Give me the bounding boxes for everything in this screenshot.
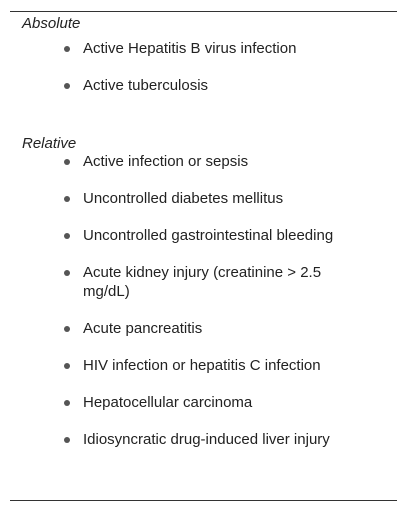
contraindications-table [10, 11, 397, 501]
list-item [22, 356, 345, 375]
bullet-icon [64, 159, 70, 165]
bullet-icon [64, 270, 70, 276]
list-item-text: Active Hepatitis B virus infection [83, 40, 297, 57]
absolute-section [22, 16, 397, 95]
bullet-icon [64, 400, 70, 406]
list-item [22, 430, 345, 449]
bullet-icon [64, 326, 70, 332]
list-item [22, 226, 345, 245]
section-heading-relative: Relative [22, 135, 77, 152]
bullet-icon [64, 233, 70, 239]
list-item-text: Active tuberculosis [83, 77, 209, 94]
list-item [22, 39, 345, 58]
list-item-text: Hepatocellular carcinoma [83, 394, 253, 411]
list-item-text: Active infection or sepsis [83, 153, 249, 170]
list-item-text: Acute kidney injury (creatinine > 2.5 mg/dL) [83, 264, 322, 300]
absolute-list [22, 39, 397, 95]
list-item-text: Uncontrolled diabetes mellitus [83, 190, 284, 207]
list-item [22, 152, 345, 171]
list-item-text: Acute pancreatitis [83, 320, 203, 337]
section-heading-absolute: Absolute [22, 15, 81, 32]
bullet-icon [64, 363, 70, 369]
relative-list [22, 152, 397, 449]
list-item-text: Uncontrolled gastrointestinal bleeding [83, 227, 334, 244]
relative-section [22, 136, 397, 449]
list-item [22, 263, 345, 301]
bullet-icon [64, 437, 70, 443]
list-item [22, 189, 345, 208]
list-item [22, 76, 345, 95]
list-item [22, 393, 345, 412]
bullet-icon [64, 83, 70, 89]
list-item-text: Idiosyncratic drug-induced liver injury [83, 431, 330, 448]
list-item [22, 319, 345, 338]
bullet-icon [64, 46, 70, 52]
list-item-text: HIV infection or hepatitis C infection [83, 357, 321, 374]
bullet-icon [64, 196, 70, 202]
